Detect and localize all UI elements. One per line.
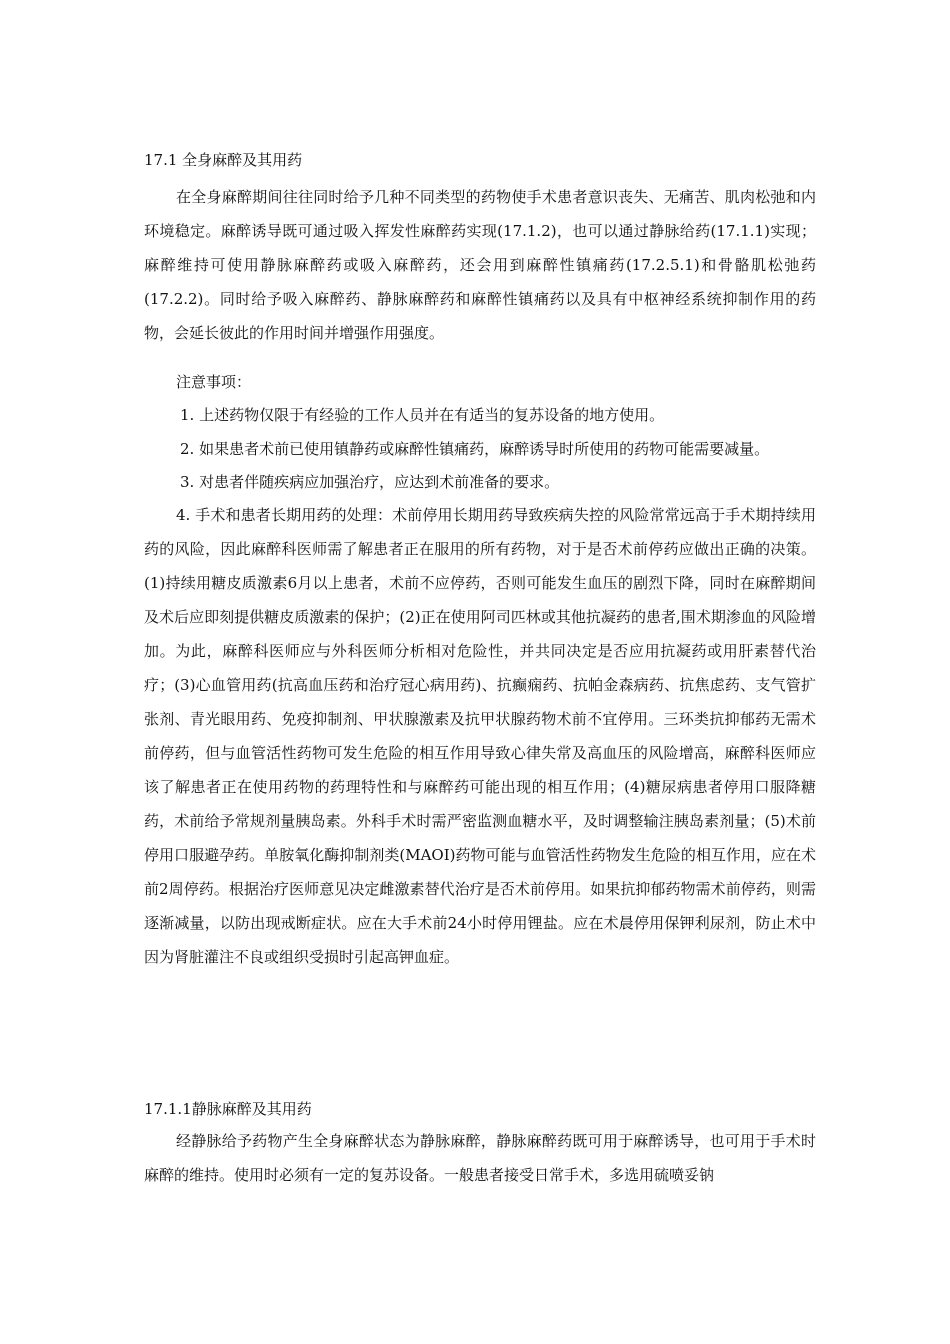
note-item: 2. 如果患者术前已使用镇静药或麻醉性镇痛药，麻醉诱导时所使用的药物可能需要减量。 [180,440,770,458]
subsection-heading: 17.1.1静脉麻醉及其用药 [144,1100,312,1118]
note-item: 1. 上述药物仅限于有经验的工作人员并在有适当的复苏设备的地方使用。 [180,406,665,424]
note-item: 3. 对患者伴随疾病应加强治疗，应达到术前准备的要求。 [180,473,560,491]
note-item-4-paragraph: 4. 手术和患者长期用药的处理：术前停用长期用药导致疾病失控的风险常常远高于手术期持续用药的风险，因此麻醉科医师需了解患者正在服用的所有药物，对于是否术前停药应做出正确的决策。(1)持续用糖皮质激素6月以上患者，术前不应停药，否则可能发生血压的剧烈下降，同时在麻醉期间及术后应即刻提供糖皮质激素的保护；(2)正在使用阿司匹林或其他抗凝药的患者,围术期渗血的风险增加。为此，麻醉科医师应与外科医师分析相对危险性，并共同决定是否应用抗凝药或用肝素替代治疗；(3)心血管用药(抗高血压药和治疗冠心病用药)、抗癫痫药、抗帕金森病药、抗焦虑药、支气管扩张剂、青光眼用药、免疫抑制剂、甲状腺激素及抗甲状腺药物术前不宜停用。三环类抗抑郁药无需术前停药，但与血管活性药物可发生危险的相互作用导致心律失常及高血压的风险增高，麻醉科医师应该了解患者正在使用药物的药理特性和与麻醉药可能出现的相互作用；(4)糖尿病患者停用口服降糖药，术前给予常规剂量胰岛素。外科手术时需严密监测血糖水平，及时调整输注胰岛素剂量；(5)术前停用口服避孕药。单胺氧化酶抑制剂类(MAOI)药物可能与血管活性药物发生危险的相互作用，应在术前2周停药。根据治疗医师意见决定雌激素替代治疗是否术前停用。如果抗抑郁药物需术前停药，则需逐渐减量，以防出现戒断症状。应在大手术前24小时停用锂盐。应在术晨停用保钾利尿剂，防止术中因为肾脏灌注不良或组织受损时引起高钾血症。 [144,506,816,966]
section-heading: 17.1 全身麻醉及其用药 [144,151,303,169]
notes-label: 注意事项： [176,373,252,391]
body-paragraph: 在全身麻醉期间往往同时给予几种不同类型的药物使手术患者意识丧失、无痛苦、肌肉松弛和内环境稳定。麻醉诱导既可通过吸入挥发性麻醉药实现(17.1.2)，也可以通过静脉给药(17.1.1)实现；麻醉维持可使用静脉麻醉药或吸入麻醉药，还会用到麻醉性镇痛药(17.2.5.1)和骨骼肌松弛药(17.2.2)。同时给予吸入麻醉药、静脉麻醉药和麻醉性镇痛药以及具有中枢神经系统抑制作用的药物，会延长彼此的作用时间并增强作用强度。 [144,188,816,342]
body-paragraph: 经静脉给予药物产生全身麻醉状态为静脉麻醉，静脉麻醉药既可用于麻醉诱导，也可用于手术时麻醉的维持。使用时必须有一定的复苏设备。一般患者接受日常手术，多选用硫喷妥钠 [144,1132,816,1184]
